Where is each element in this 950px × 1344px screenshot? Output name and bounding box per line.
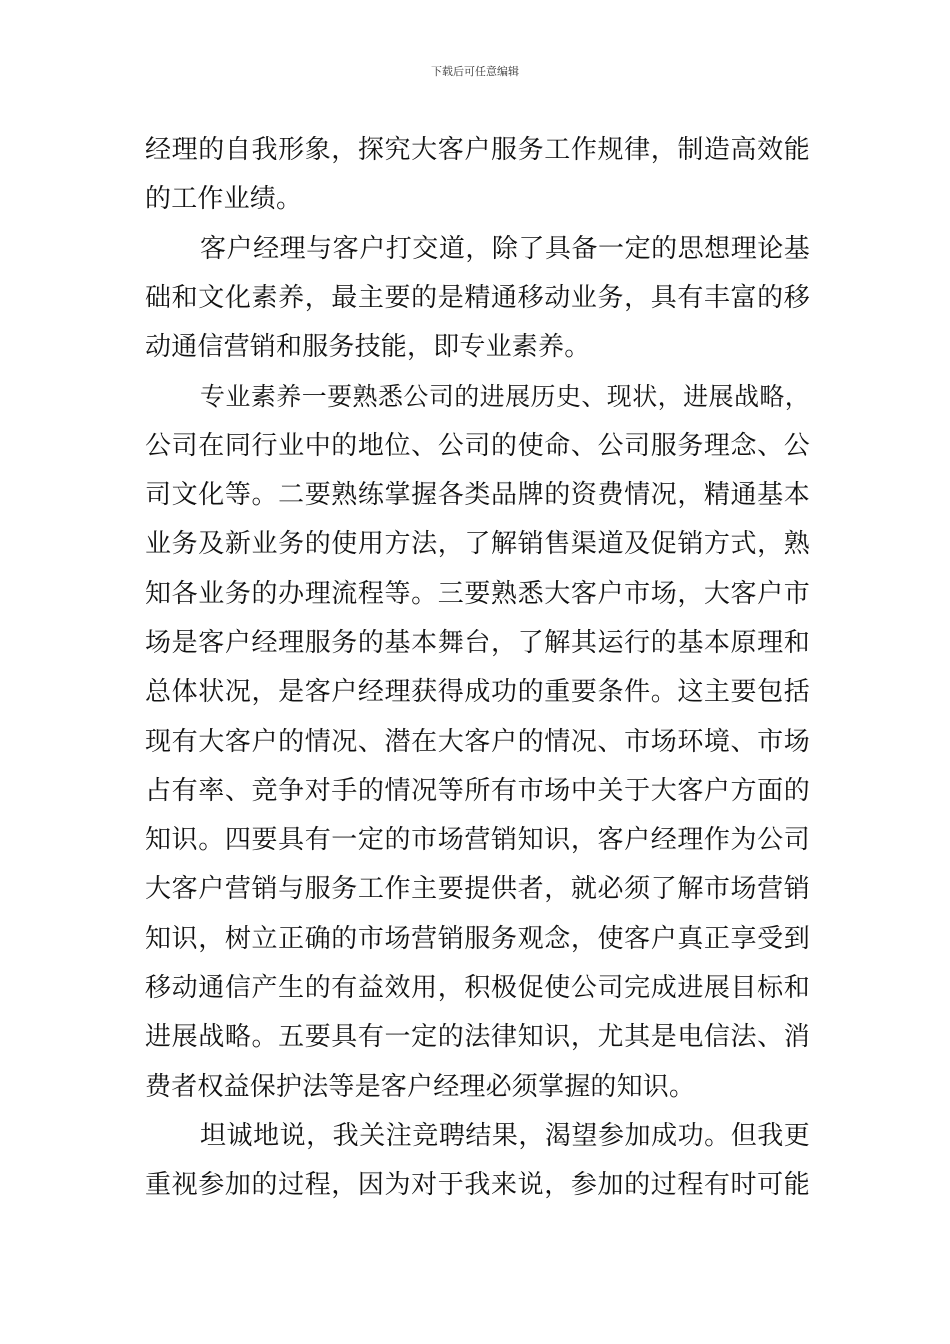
text-line: 经理的自我形象，探究大客户服务工作规律，制造高效能 xyxy=(145,135,810,165)
text-line: 现有大客户的情况、潜在大客户的情况、市场环境、市场 xyxy=(145,726,810,757)
text-line: 知识。四要具有一定的市场营销知识，客户经理作为公司 xyxy=(145,825,810,856)
text-line: 司文化等。二要熟练掌握各类品牌的资费情况，精通基本 xyxy=(145,480,810,511)
text-line: 客户经理与客户打交道，除了具备一定的思想理论基 xyxy=(200,233,810,264)
text-line: 进展战略。五要具有一定的法律知识，尤其是电信法、消 xyxy=(145,1022,810,1053)
text-line: 坦诚地说，我关注竞聘结果，渴望参加成功。但我更 xyxy=(200,1120,810,1151)
page-header: 下载后可任意编辑 xyxy=(431,65,519,78)
text-line: 费者权益保护法等是客户经理必须掌握的知识。 xyxy=(145,1071,696,1102)
text-line: 公司在同行业中的地位、公司的使命、公司服务理念、公 xyxy=(145,430,810,461)
text-line: 的工作业绩。 xyxy=(145,184,303,215)
text-line: 场是客户经理服务的基本舞台，了解其运行的基本原理和 xyxy=(145,627,810,658)
text-line: 础和文化素养，最主要的是精通移动业务，具有丰富的移 xyxy=(145,282,810,313)
text-line: 知各业务的办理流程等。三要熟悉大客户市场，大客户市 xyxy=(145,578,810,609)
text-line: 总体状况，是客户经理获得成功的重要条件。这主要包括 xyxy=(145,677,810,708)
text-line: 移动通信产生的有益效用，积极促使公司完成进展目标和 xyxy=(145,973,810,1004)
text-line: 重视参加的过程，因为对于我来说，参加的过程有时可能 xyxy=(145,1170,810,1201)
text-line: 知识，树立正确的市场营销服务观念，使客户真正享受到 xyxy=(145,923,810,954)
text-line: 业务及新业务的使用方法，了解销售渠道及促销方式，熟 xyxy=(145,529,810,560)
text-line: 专业素养一要熟悉公司的进展历史、现状，进展战略， xyxy=(200,382,810,412)
text-line: 大客户营销与服务工作主要提供者，就必须了解市场营销 xyxy=(145,874,810,905)
text-line: 占有率、竞争对手的情况等所有市场中关于大客户方面的 xyxy=(145,775,810,806)
text-line: 动通信营销和服务技能，即专业素养。 xyxy=(145,332,591,363)
body-text xyxy=(145,126,810,1211)
